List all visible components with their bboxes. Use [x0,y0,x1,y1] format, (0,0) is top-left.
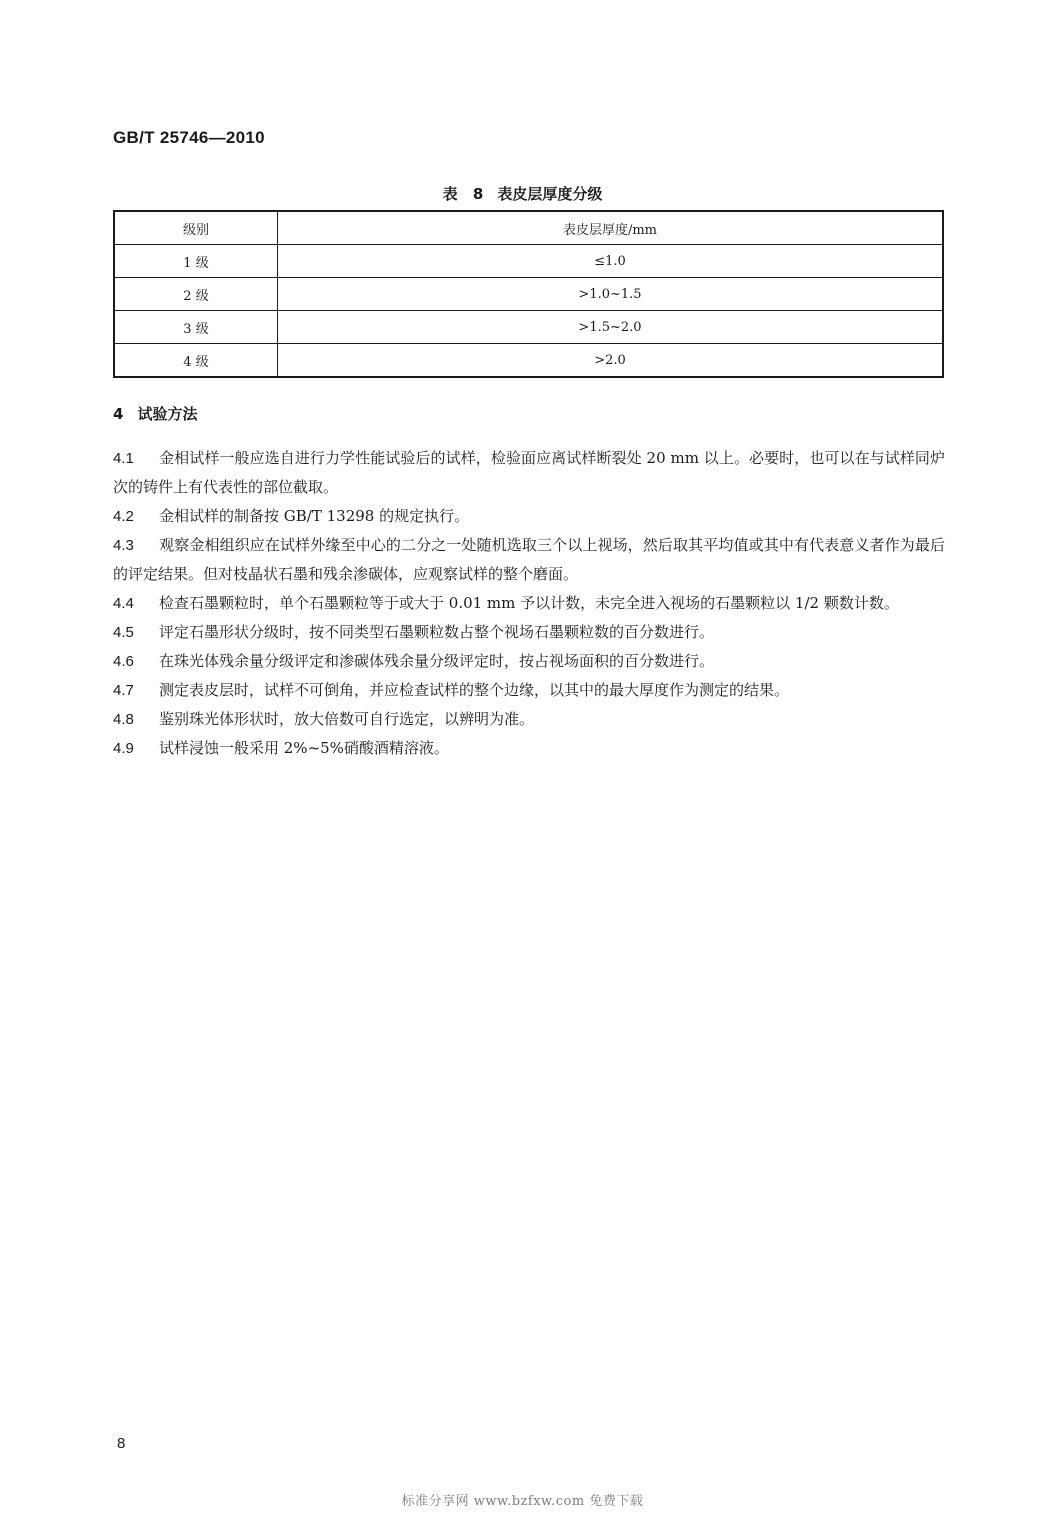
clause-4-5 [113,618,945,647]
clause-number: 4.9 [113,740,134,757]
grade-cell: 3 级 [114,311,278,344]
watermark: 标准分享网 www.bzfxw.com 免费下载 [401,1494,644,1509]
thickness-cell: >1.0~1.5 [278,278,944,311]
clause-4-8 [113,705,945,734]
thickness-cell: >1.5~2.0 [278,311,944,344]
clause-number: 4.2 [113,508,134,525]
clause-text: 评定石墨形状分级时，按不同类型石墨颗粒数占整个视场石墨颗粒数的百分数进行。 [159,623,715,641]
clause-4-9 [113,734,945,763]
clause-4-3 [113,531,945,589]
table-header-row [114,211,943,245]
grade-cell: 2 级 [114,278,278,311]
clause-list [113,444,945,763]
clause-number: 4.7 [113,682,134,699]
clause-number: 4.3 [113,537,134,554]
clause-number: 4.4 [113,595,134,612]
table-row [114,311,943,344]
page-number: 8 [117,1435,126,1452]
thickness-grade-table [113,210,944,378]
thickness-cell: >2.0 [278,344,944,378]
table-row [114,278,943,311]
clause-text: 鉴别珠光体形状时，放大倍数可自行选定，以辨明为准。 [159,710,535,728]
clause-4-1 [113,444,945,502]
grade-cell: 4 级 [114,344,278,378]
column-header-thickness: 表皮层厚度/mm [278,211,944,245]
grade-cell: 1 级 [114,245,278,278]
column-header-grade: 级别 [114,211,278,245]
clause-4-7 [113,676,945,705]
thickness-cell: ≤1.0 [278,245,944,278]
standard-code: GB/T 25746—2010 [113,128,265,147]
clause-text: 检查石墨颗粒时，单个石墨颗粒等于或大于 0.01 mm 予以计数，未完全进入视场的石墨颗粒以 1/2 颗数计数。 [159,594,899,612]
table-caption [0,183,1045,204]
clause-number: 4.8 [113,711,134,728]
clause-text: 观察金相组织应在试样外缘至中心的二分之一处随机选取三个以上视场，然后取其平均值或其中有代表意义者作为最后的评定结果。但对枝晶状石墨和残余渗碳体，应观察试样的整个磨面。 [113,536,945,583]
section-heading [113,403,197,424]
clause-text: 金相试样一般应选自进行力学性能试验后的试样，检验面应离试样断裂处 20 mm 以上。必要时，也可以在与试样同炉次的铸件上有代表性的部位截取。 [113,449,945,496]
section-title: 试验方法 [137,405,198,423]
clause-number: 4.1 [113,450,134,467]
table-title: 表皮层厚度分级 [497,185,603,203]
clause-4-2 [113,502,945,531]
clause-text: 金相试样的制备按 GB/T 13298 的规定执行。 [159,507,470,525]
clause-4-6 [113,647,945,676]
clause-text: 试样浸蚀一般采用 2%~5%硝酸酒精溶液。 [159,739,449,757]
table-label: 表 8 [442,185,484,203]
clause-text: 测定表皮层时，试样不可倒角，并应检查试样的整个边缘，以其中的最大厚度作为测定的结果。 [159,681,790,699]
table-row [114,344,943,378]
clause-number: 4.6 [113,653,134,670]
section-number: 4 [113,405,124,423]
clause-number: 4.5 [113,624,134,641]
clause-text: 在珠光体残余量分级评定和渗碳体残余量分级评定时，按占视场面积的百分数进行。 [159,652,715,670]
clause-4-4 [113,589,945,618]
table-row [114,245,943,278]
